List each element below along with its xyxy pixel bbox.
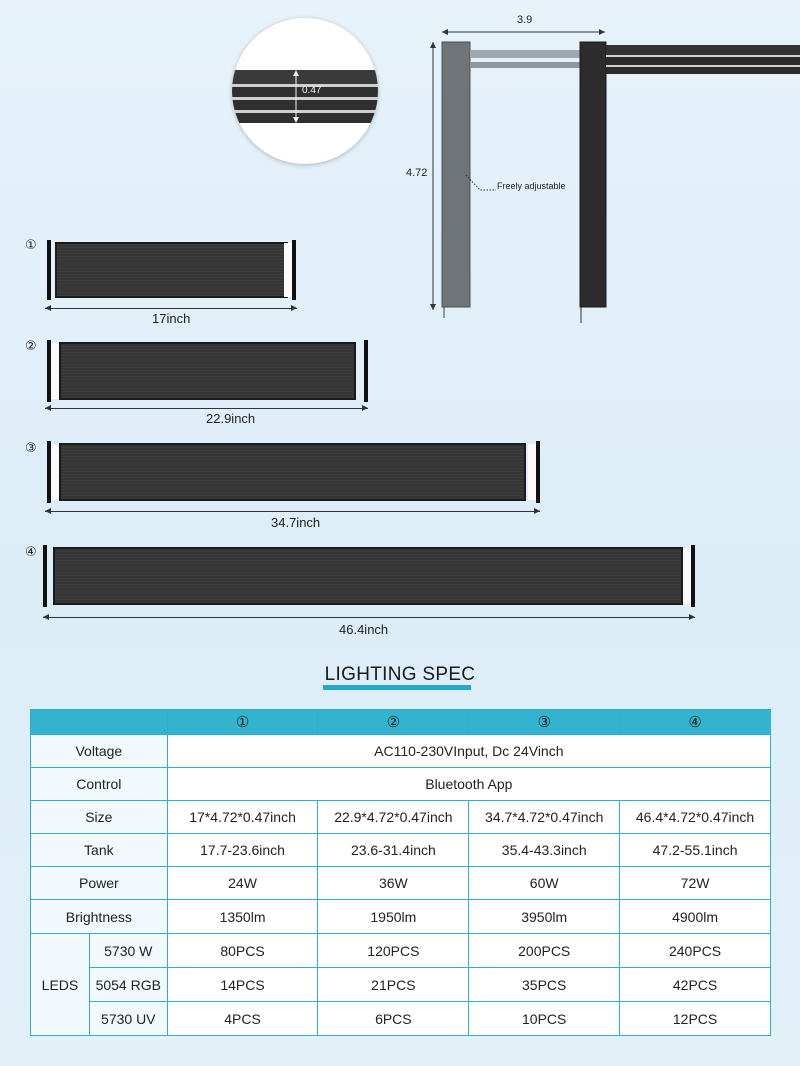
cell: 17*4.72*0.47inch: [167, 801, 318, 834]
row-size: [31, 801, 771, 834]
model-1-marker: ①: [25, 237, 37, 252]
length-label-1: 17inch: [152, 311, 191, 326]
row-label: Voltage: [31, 735, 168, 768]
spec-title-underline: [323, 685, 471, 690]
cell: 23.6-31.4inch: [318, 834, 469, 867]
row-label: Power: [31, 867, 168, 900]
spec-table: [30, 709, 771, 1036]
bracket-height-label: 4.72: [406, 167, 428, 179]
cell: 17.7-23.6inch: [167, 834, 318, 867]
cell: 200PCS: [469, 934, 620, 968]
spec-title: LIGHTING SPEC: [324, 664, 476, 685]
cell: 14PCS: [167, 968, 318, 1002]
cell: 240PCS: [620, 934, 771, 968]
cell: 35PCS: [469, 968, 620, 1002]
length-dimension-4: [43, 617, 695, 618]
row-leds-5054rgb: [31, 968, 771, 1002]
length-label-2: 22.9inch: [206, 411, 256, 426]
light-bar-model-1: [47, 240, 296, 300]
light-bar-cross-section: [232, 70, 378, 130]
adjustable-note: Freely adjustable: [497, 181, 566, 191]
cell: 1350lm: [167, 900, 318, 934]
voltage-value: AC110-230VInput, Dc 24Vinch: [167, 735, 770, 768]
leds-group-label: LEDS: [31, 934, 90, 1036]
row-brightness: [31, 900, 771, 934]
thickness-magnifier: [232, 18, 378, 164]
cell: 36W: [318, 867, 469, 900]
cell: 4PCS: [167, 1002, 318, 1036]
cell: 4900lm: [620, 900, 771, 934]
row-label: Brightness: [31, 900, 168, 934]
row-tank: [31, 834, 771, 867]
model-3-marker: ③: [25, 440, 37, 455]
length-dimension-1: [45, 308, 297, 309]
cell: 120PCS: [318, 934, 469, 968]
length-label-3: 34.7inch: [271, 515, 321, 530]
row-label: Control: [31, 768, 168, 801]
cell: 3950lm: [469, 900, 620, 934]
cell: 72W: [620, 867, 771, 900]
model-2-marker: ②: [25, 338, 37, 353]
row-label: 5730 W: [89, 934, 167, 968]
row-label: 5054 RGB: [89, 968, 167, 1002]
row-leds-5730uv: [31, 1002, 771, 1036]
cell: 34.7*4.72*0.47inch: [469, 801, 620, 834]
light-bar-model-2: [47, 340, 368, 402]
row-leds-5730w: [31, 934, 771, 968]
row-label: Size: [31, 801, 168, 834]
model-4-marker: ④: [25, 544, 37, 559]
spec-header-row: [31, 710, 771, 735]
control-value: Bluetooth App: [167, 768, 770, 801]
header-model-2: ②: [318, 710, 469, 735]
length-label-4: 46.4inch: [339, 622, 389, 637]
row-power: [31, 867, 771, 900]
row-voltage: [31, 735, 771, 768]
light-bar-model-3: [47, 441, 540, 503]
cell: 35.4-43.3inch: [469, 834, 620, 867]
cell: 60W: [469, 867, 620, 900]
header-model-3: ③: [469, 710, 620, 735]
bracket-width-label: 3.9: [517, 14, 533, 26]
length-dimension-3: [45, 511, 540, 512]
cell: 12PCS: [620, 1002, 771, 1036]
light-bar-model-4: [43, 545, 695, 607]
bracket-side-view: [400, 20, 800, 330]
cell: 46.4*4.72*0.47inch: [620, 801, 771, 834]
header-model-4: ④: [620, 710, 771, 735]
cell: 10PCS: [469, 1002, 620, 1036]
cell: 80PCS: [167, 934, 318, 968]
cell: 24W: [167, 867, 318, 900]
cell: 1950lm: [318, 900, 469, 934]
row-label: Tank: [31, 834, 168, 867]
header-blank: [31, 710, 168, 735]
header-model-1: ①: [167, 710, 318, 735]
cell: 6PCS: [318, 1002, 469, 1036]
length-dimension-2: [45, 408, 368, 409]
row-control: [31, 768, 771, 801]
cell: 47.2-55.1inch: [620, 834, 771, 867]
row-label: 5730 UV: [89, 1002, 167, 1036]
cell: 21PCS: [318, 968, 469, 1002]
cell: 42PCS: [620, 968, 771, 1002]
cell: 22.9*4.72*0.47inch: [318, 801, 469, 834]
thickness-label: 0.47: [302, 85, 322, 96]
